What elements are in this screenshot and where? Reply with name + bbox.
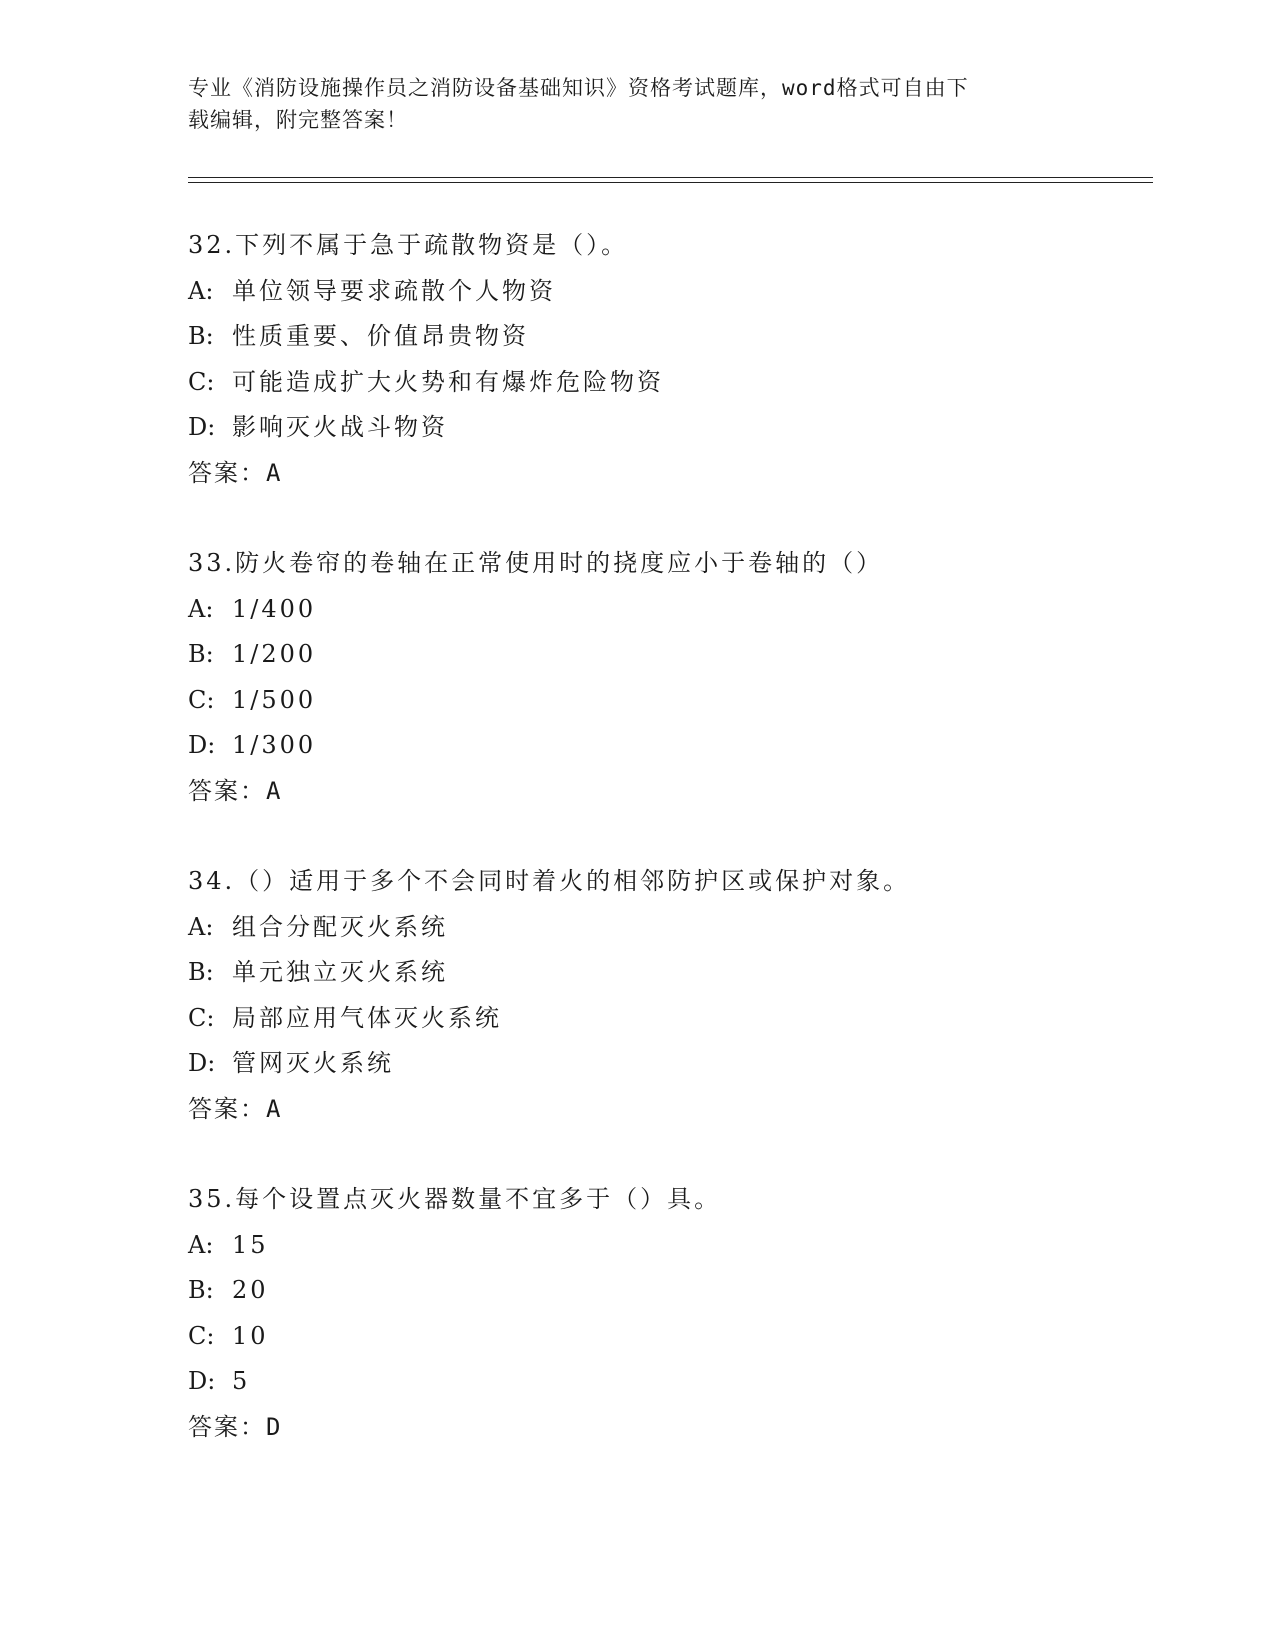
option-c	[188, 1314, 1148, 1360]
option-b	[188, 1268, 1148, 1314]
option-text: 组合分配灭火系统	[232, 912, 448, 941]
option-label: C:	[188, 1321, 215, 1350]
answer-value: A	[266, 1094, 281, 1123]
answer-label: 答案：	[188, 458, 266, 487]
header-line-2: 载编辑，附完整答案！	[188, 108, 408, 132]
option-label: B:	[188, 958, 214, 986]
answer-line	[188, 1405, 1148, 1451]
option-text: 5	[232, 1367, 251, 1395]
option-text: 影响灭火战斗物资	[232, 413, 448, 441]
question-stem: 33.防火卷帘的卷轴在正常使用时的挠度应小于卷轴的（）	[188, 549, 884, 577]
answer-line	[188, 1087, 1148, 1133]
option-label: B:	[188, 640, 214, 668]
option-c	[188, 678, 1148, 724]
option-a	[188, 269, 1148, 315]
option-label: C:	[188, 1003, 215, 1032]
header-divider-top	[188, 177, 1153, 178]
option-label: D:	[188, 731, 216, 759]
option-text: 管网灭火系统	[232, 1049, 394, 1077]
answer-value: A	[266, 458, 281, 487]
answer-label: 答案：	[188, 1094, 266, 1123]
option-label: D:	[188, 1049, 216, 1077]
option-b	[188, 632, 1148, 678]
option-b	[188, 950, 1148, 996]
option-text: 单位领导要求疏散个人物资	[232, 276, 556, 305]
question-block	[188, 1177, 1148, 1450]
option-text: 单元独立灭火系统	[232, 958, 448, 986]
option-label: A:	[188, 912, 214, 941]
header-divider-bottom	[188, 182, 1153, 183]
option-label: C:	[188, 367, 215, 396]
option-text: 20	[232, 1276, 269, 1304]
answer-label: 答案：	[188, 776, 266, 805]
option-text: 性质重要、价值昂贵物资	[232, 322, 529, 350]
question-stem: 34.（）适用于多个不会同时着火的相邻防护区或保护对象。	[188, 867, 911, 895]
option-a	[188, 905, 1148, 951]
option-a	[188, 1223, 1148, 1269]
option-label: B:	[188, 322, 214, 350]
option-label: A:	[188, 1230, 214, 1259]
option-text: 1/200	[232, 640, 317, 668]
question-stem: 32.下列不属于急于疏散物资是（）。	[188, 231, 629, 259]
question-block	[188, 859, 1148, 1132]
option-label: D:	[188, 413, 216, 441]
option-text: 1/400	[232, 594, 317, 623]
option-c	[188, 996, 1148, 1042]
option-label: A:	[188, 276, 214, 305]
option-label: A:	[188, 594, 214, 623]
option-d	[188, 405, 1148, 451]
question-stem: 35.每个设置点灭火器数量不宜多于（）具。	[188, 1185, 722, 1213]
option-d	[188, 1359, 1148, 1405]
answer-value: D	[266, 1412, 281, 1441]
option-text: 10	[232, 1321, 269, 1350]
option-b	[188, 314, 1148, 360]
header-line-1: 专业《消防设施操作员之消防设备基础知识》资格考试题库，word格式可自由下	[188, 76, 969, 100]
document-header	[188, 72, 1088, 136]
option-d	[188, 723, 1148, 769]
option-text: 1/500	[232, 685, 317, 714]
question-block	[188, 541, 1148, 814]
option-text: 15	[232, 1230, 269, 1259]
answer-line	[188, 451, 1148, 497]
option-text: 局部应用气体灭火系统	[232, 1003, 502, 1032]
option-text: 可能造成扩大火势和有爆炸危险物资	[232, 367, 664, 396]
answer-line	[188, 769, 1148, 815]
option-text: 1/300	[232, 731, 317, 759]
option-label: D:	[188, 1367, 216, 1395]
question-block	[188, 223, 1148, 496]
option-label: C:	[188, 685, 215, 714]
option-c	[188, 360, 1148, 406]
answer-value: A	[266, 776, 281, 805]
option-d	[188, 1041, 1148, 1087]
option-label: B:	[188, 1276, 214, 1304]
answer-label: 答案：	[188, 1412, 266, 1441]
option-a	[188, 587, 1148, 633]
